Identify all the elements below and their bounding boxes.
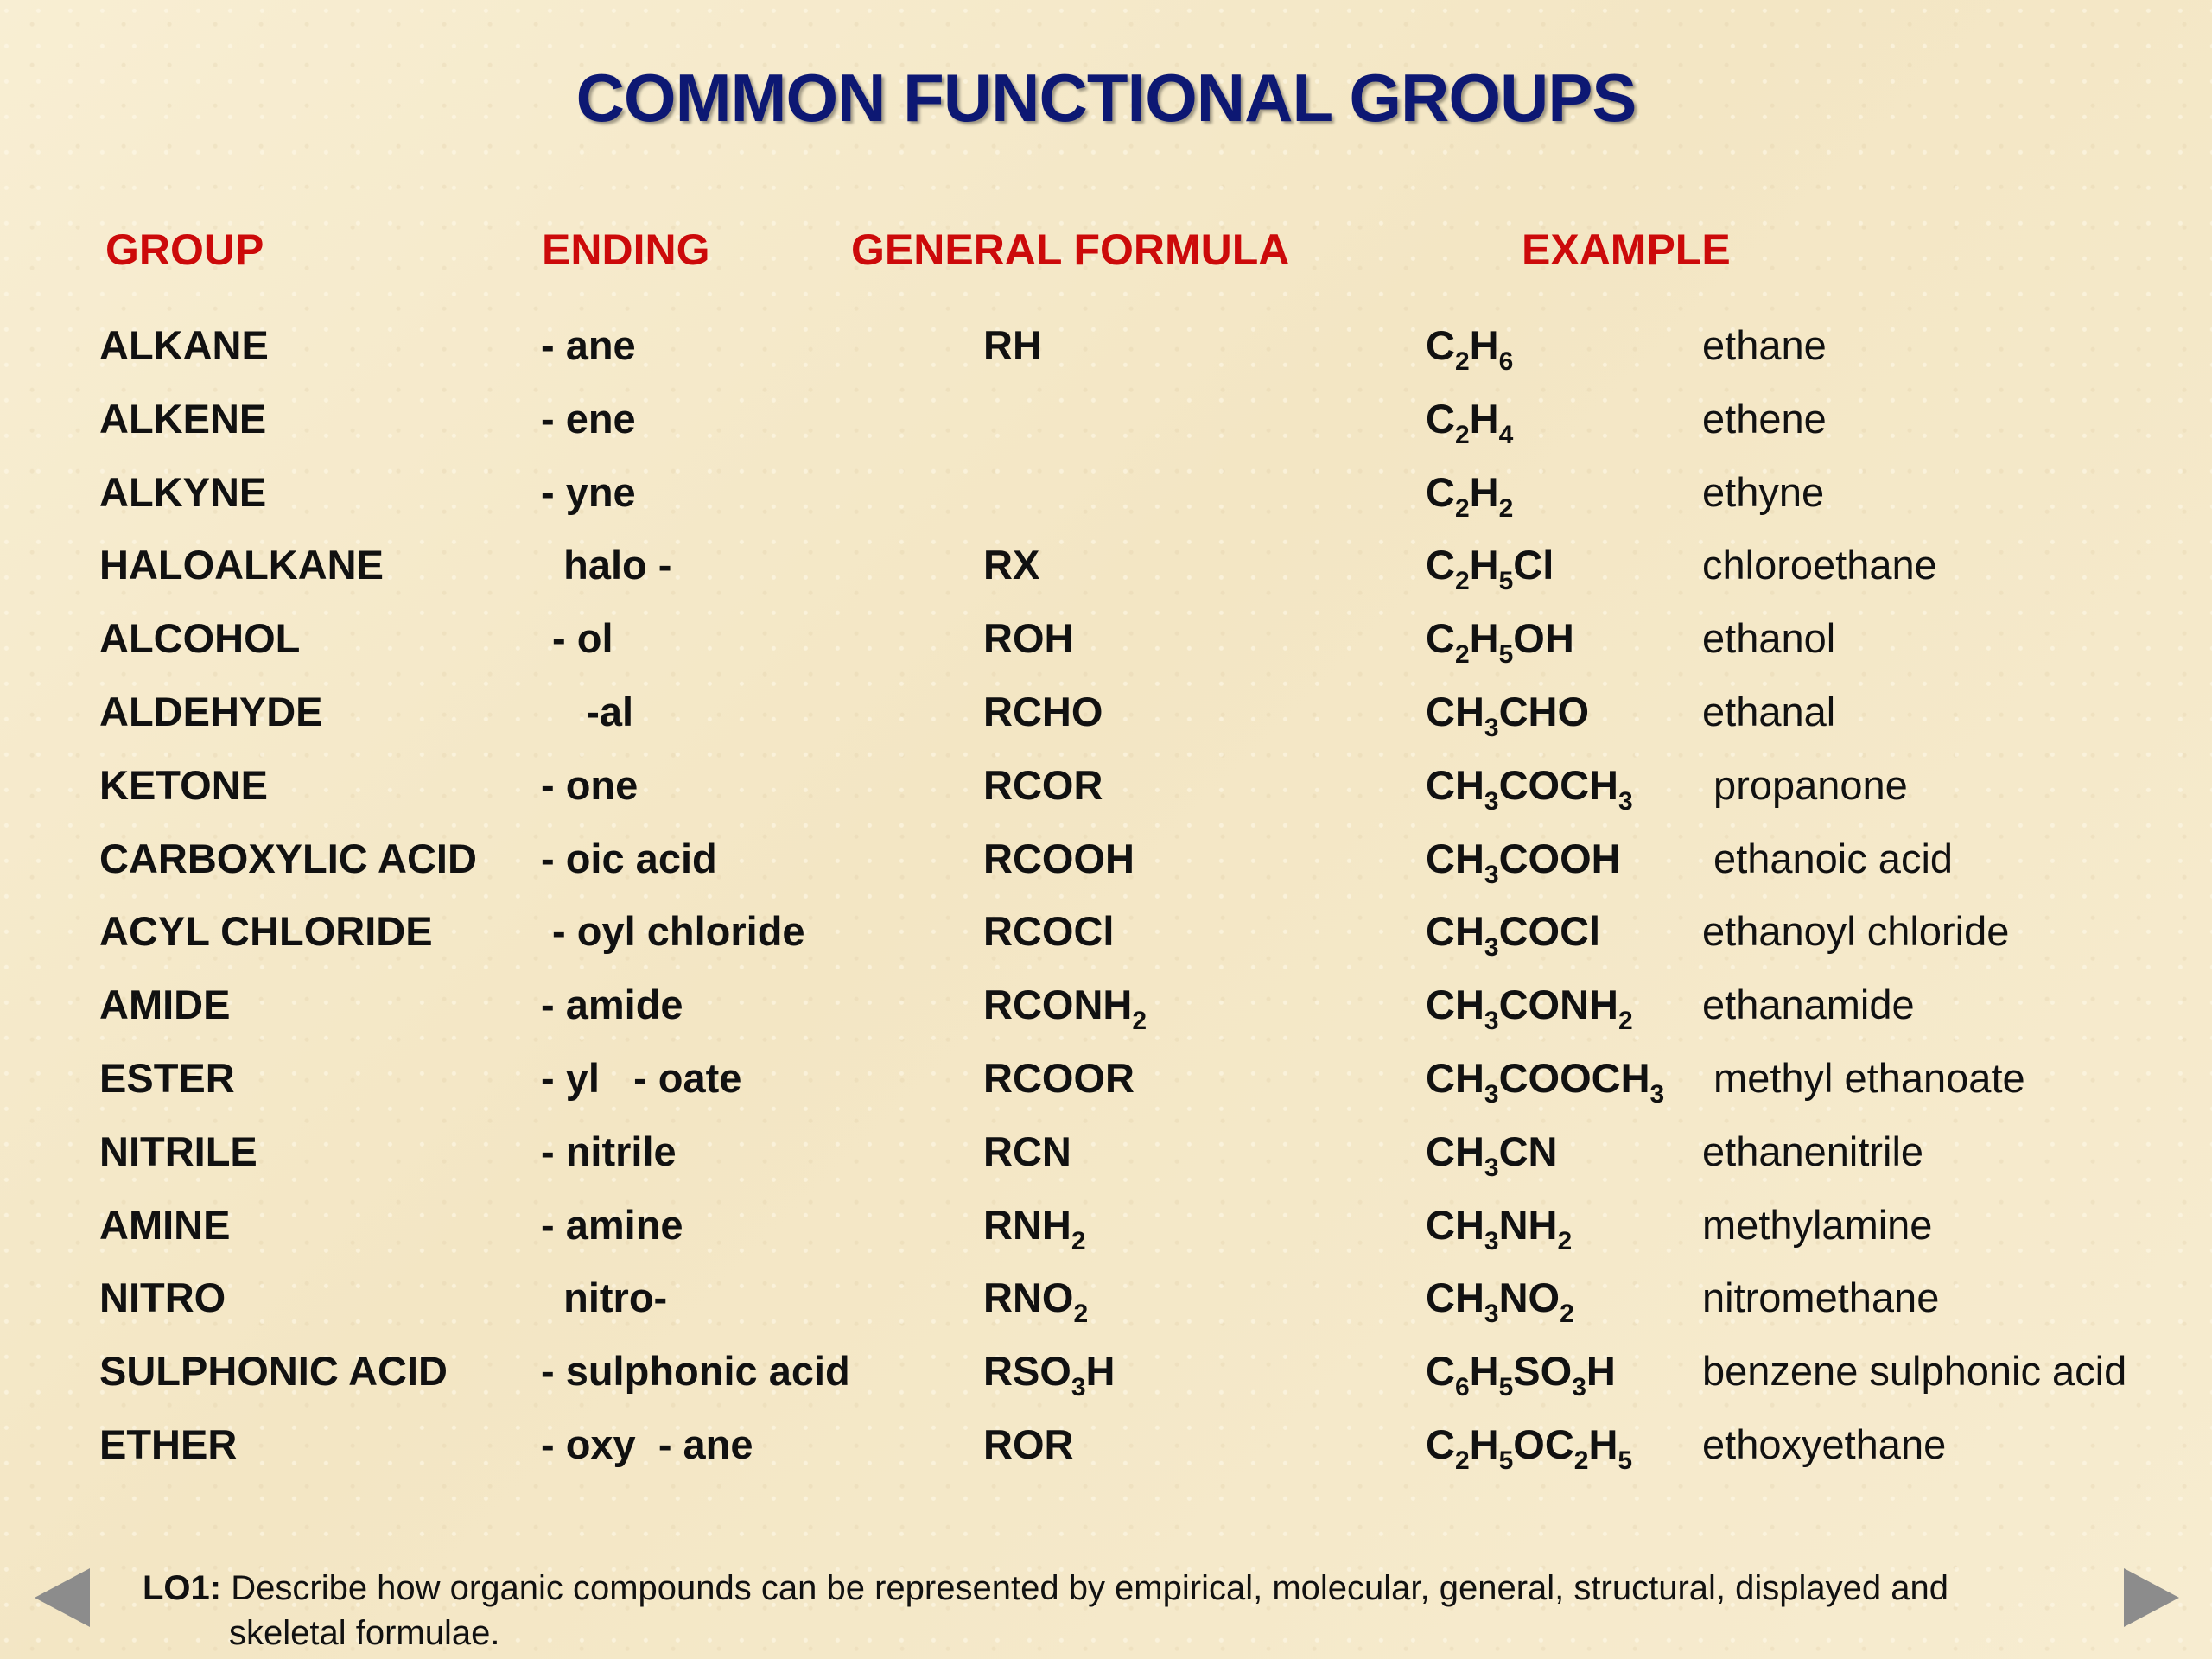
example-formula-segment: CH — [1426, 835, 1484, 881]
general-formula-cell — [983, 908, 1115, 955]
example-formula-segment: COOH — [1498, 835, 1621, 881]
table-row — [0, 1128, 2212, 1204]
example-formula-subscript: 3 — [1484, 1153, 1499, 1182]
ending-cell: - oic acid — [541, 835, 717, 881]
general-formula-segment: RNO — [983, 1274, 1074, 1321]
learning-objective-text-line2: skeletal formulae. — [229, 1614, 500, 1652]
example-formula-segment: C — [1426, 615, 1455, 662]
general-formula-segment: RX — [983, 542, 1040, 588]
example-formula-subscript: 5 — [1498, 1446, 1514, 1475]
general-formula-segment: RCOR — [983, 761, 1103, 808]
general-formula-cell — [983, 542, 1040, 588]
example-formula-subscript: 2 — [1454, 420, 1470, 449]
example-name-cell: ethanal — [1702, 689, 1836, 734]
example-formula-segment: CH — [1426, 1128, 1484, 1174]
general-formula-cell — [983, 1274, 1089, 1329]
table-row — [0, 1055, 2212, 1130]
ending-cell: - oxy - ane — [541, 1421, 753, 1467]
example-formula-subscript: 5 — [1498, 640, 1514, 670]
example-formula-subscript: 3 — [1484, 1007, 1499, 1036]
example-formula-segment: CHO — [1498, 689, 1590, 734]
general-formula-segment: RH — [983, 322, 1042, 368]
example-formula-segment: Cl — [1513, 542, 1554, 588]
example-formula-segment: H — [1469, 615, 1499, 662]
example-formula-cell — [1426, 835, 1621, 889]
ending-cell: - sulphonic acid — [541, 1348, 850, 1395]
general-formula-cell — [983, 1421, 1074, 1467]
example-formula-cell — [1426, 1201, 1573, 1255]
example-formula-subscript: 6 — [1454, 1373, 1470, 1402]
example-formula-segment: NH — [1498, 1201, 1558, 1248]
table-row — [0, 544, 2212, 617]
example-formula-segment: CH — [1426, 1055, 1484, 1101]
example-formula-segment: CH — [1426, 908, 1484, 955]
example-name-cell: ethanenitrile — [1702, 1128, 1924, 1174]
example-formula-subscript: 2 — [1454, 1446, 1470, 1475]
group-cell: ALDEHYDE — [99, 689, 323, 734]
example-formula-segment: H — [1469, 1421, 1499, 1467]
header-example: EXAMPLE — [1522, 226, 1731, 274]
general-formula-cell — [983, 1055, 1135, 1101]
general-formula-segment: RCONH — [983, 982, 1133, 1028]
example-formula-subscript: 3 — [1484, 1226, 1499, 1255]
ending-cell: - amide — [541, 982, 683, 1028]
example-formula-subscript: 3 — [1484, 714, 1499, 742]
example-formula-segment: C — [1426, 1348, 1455, 1395]
example-name-cell: ethene — [1702, 395, 1827, 442]
general-formula-cell — [983, 322, 1042, 368]
example-formula-subscript: 3 — [1484, 933, 1499, 963]
example-formula-segment: H — [1469, 542, 1499, 588]
ending-cell: - nitrile — [541, 1128, 677, 1174]
general-formula-segment: RCOCl — [983, 908, 1115, 955]
example-formula-segment: H — [1469, 395, 1499, 442]
table-row — [0, 691, 2212, 764]
example-formula-cell — [1426, 1348, 1616, 1402]
table-row — [0, 1348, 2212, 1423]
ending-cell: halo - — [541, 542, 672, 588]
example-name-cell: ethane — [1702, 322, 1827, 368]
general-formula-segment: RCN — [983, 1128, 1071, 1174]
example-formula-cell — [1426, 615, 1574, 670]
general-formula-cell — [983, 982, 1147, 1036]
ending-cell: - ol — [541, 615, 613, 662]
example-formula-subscript: 4 — [1498, 420, 1514, 449]
table-row — [0, 395, 2212, 471]
example-formula-subscript: 3 — [1484, 860, 1499, 889]
example-name-cell: methyl ethanoate — [1702, 1055, 2025, 1101]
ending-cell: nitro- — [541, 1274, 668, 1321]
example-formula-subscript: 2 — [1454, 493, 1470, 523]
example-name-cell: ethoxyethane — [1702, 1421, 1947, 1467]
example-name-cell: propanone — [1702, 761, 1908, 808]
example-formula-subscript: 3 — [1484, 1300, 1499, 1329]
example-formula-segment: H — [1469, 1348, 1499, 1395]
example-formula-subscript: 3 — [1649, 1080, 1665, 1109]
example-formula-subscript: 3 — [1484, 786, 1499, 816]
general-formula-subscript: 2 — [1071, 1226, 1086, 1255]
general-formula-segment: RCOOR — [983, 1055, 1135, 1101]
example-name-cell: chloroethane — [1702, 542, 1937, 588]
example-formula-subscript: 5 — [1618, 1446, 1633, 1475]
group-cell: AMIDE — [99, 982, 231, 1028]
example-name-cell: ethanol — [1702, 615, 1836, 662]
group-cell: ETHER — [99, 1421, 238, 1467]
general-formula-cell — [983, 1348, 1116, 1402]
example-name-cell: methylamine — [1702, 1201, 1933, 1248]
example-formula-cell — [1426, 322, 1514, 376]
example-formula-segment: C — [1426, 468, 1455, 515]
group-cell: AMINE — [99, 1201, 231, 1248]
general-formula-segment: RCHO — [983, 689, 1103, 734]
example-formula-cell — [1426, 982, 1633, 1036]
example-formula-cell — [1426, 1274, 1574, 1329]
general-formula-segment: RNH — [983, 1201, 1071, 1248]
example-formula-segment: H — [1586, 1348, 1616, 1395]
example-formula-cell — [1426, 468, 1514, 523]
example-formula-segment: C — [1426, 322, 1455, 368]
general-formula-cell — [983, 615, 1074, 662]
group-cell: NITRILE — [99, 1128, 257, 1174]
example-formula-segment: COCl — [1498, 908, 1601, 955]
example-formula-cell — [1426, 1055, 1665, 1109]
general-formula-segment: RCOOH — [983, 835, 1135, 881]
example-formula-segment: SO — [1513, 1348, 1573, 1395]
example-formula-subscript: 2 — [1618, 1007, 1633, 1036]
ending-cell: - ane — [541, 322, 636, 368]
previous-slide-icon[interactable] — [35, 1568, 90, 1627]
table-row — [0, 322, 2212, 397]
ending-cell: - amine — [541, 1201, 683, 1248]
example-formula-cell — [1426, 1421, 1633, 1475]
group-cell: ALKYNE — [99, 468, 267, 515]
example-formula-subscript: 2 — [1557, 1226, 1573, 1255]
group-cell: ALCOHOL — [99, 615, 301, 662]
example-formula-segment: OC — [1513, 1421, 1574, 1467]
example-formula-subscript: 5 — [1498, 567, 1514, 596]
general-formula-cell — [983, 835, 1135, 881]
ending-cell: -al — [541, 689, 634, 734]
example-name-cell: ethanamide — [1702, 982, 1915, 1028]
example-formula-subscript: 3 — [1618, 786, 1633, 816]
group-cell: CARBOXYLIC ACID — [99, 835, 477, 881]
example-formula-segment: COOCH — [1498, 1055, 1650, 1101]
example-formula-subscript: 5 — [1498, 1373, 1514, 1402]
example-formula-subscript: 3 — [1484, 1080, 1499, 1109]
example-formula-subscript: 2 — [1560, 1300, 1574, 1329]
group-cell: NITRO — [99, 1274, 226, 1321]
example-formula-cell — [1426, 761, 1633, 816]
header-general-formula: GENERAL FORMULA — [851, 226, 1290, 274]
example-formula-subscript: 3 — [1572, 1373, 1586, 1402]
page-title: COMMON FUNCTIONAL GROUPS — [575, 60, 1637, 136]
table-row — [0, 468, 2212, 544]
table-row — [0, 615, 2212, 690]
table-row — [0, 984, 2212, 1057]
example-formula-segment: CH — [1426, 1274, 1484, 1321]
table-row — [0, 1201, 2212, 1277]
example-formula-cell — [1426, 908, 1601, 963]
example-formula-segment: OH — [1513, 615, 1574, 662]
example-formula-segment: CN — [1498, 1128, 1558, 1174]
table-row — [0, 835, 2212, 911]
ending-cell: - ene — [541, 395, 636, 442]
group-cell: KETONE — [99, 761, 268, 808]
general-formula-subscript: 3 — [1071, 1373, 1086, 1402]
group-cell: ESTER — [99, 1055, 235, 1101]
general-formula-subscript: 2 — [1073, 1300, 1089, 1329]
table-row — [0, 1421, 2212, 1497]
ending-cell: - oyl chloride — [541, 908, 805, 955]
example-formula-subscript: 2 — [1498, 493, 1514, 523]
ending-cell: - yl - oate — [541, 1055, 742, 1101]
example-name-cell: ethyne — [1702, 468, 1825, 515]
header-ending: ENDING — [542, 226, 710, 274]
example-formula-cell — [1426, 689, 1590, 742]
example-formula-subscript: 2 — [1454, 567, 1470, 596]
general-formula-cell — [983, 1128, 1071, 1174]
example-formula-subscript: 2 — [1454, 640, 1470, 670]
example-formula-cell — [1426, 1128, 1558, 1182]
general-formula-cell — [983, 761, 1103, 808]
table-row — [0, 908, 2212, 983]
general-formula-segment: ROH — [983, 615, 1074, 662]
table-row — [0, 761, 2212, 837]
example-formula-cell — [1426, 395, 1514, 449]
example-formula-segment: C — [1426, 542, 1455, 588]
learning-objective-label: LO1: — [143, 1569, 222, 1607]
example-name-cell: benzene sulphonic acid — [1702, 1348, 2127, 1395]
example-formula-segment: NO — [1498, 1274, 1560, 1321]
example-formula-segment: CH — [1426, 761, 1484, 808]
example-formula-segment: H — [1469, 322, 1499, 368]
general-formula-cell — [983, 691, 1103, 732]
example-formula-segment: CONH — [1498, 982, 1618, 1028]
general-formula-segment: ROR — [983, 1421, 1074, 1467]
ending-cell: - one — [541, 761, 639, 808]
example-formula-segment: CH — [1426, 689, 1484, 734]
example-formula-subscript: 2 — [1454, 347, 1470, 376]
general-formula-cell — [983, 1201, 1086, 1255]
table-row — [0, 1274, 2212, 1350]
example-formula-segment: H — [1469, 468, 1499, 515]
example-formula-segment: C — [1426, 395, 1455, 442]
group-cell: ALKANE — [99, 322, 269, 368]
general-formula-subscript: 2 — [1132, 1007, 1147, 1036]
group-cell: HALOALKANE — [99, 542, 384, 588]
example-formula-segment: CH — [1426, 1201, 1484, 1248]
learning-objective-text-line1: Describe how organic compounds can be represented by empirical, molecular, general, structural, displayed and — [221, 1569, 1948, 1607]
learning-objective — [143, 1566, 2078, 1656]
example-formula-subscript: 6 — [1498, 347, 1514, 376]
next-slide-icon[interactable] — [2124, 1568, 2179, 1627]
example-name-cell: ethanoyl chloride — [1702, 908, 2010, 955]
group-cell: ACYL CHLORIDE — [99, 908, 433, 955]
example-name-cell: ethanoic acid — [1702, 835, 1954, 881]
example-formula-subscript: 2 — [1573, 1446, 1589, 1475]
ending-cell: - yne — [541, 468, 636, 515]
general-formula-segment: RSO — [983, 1348, 1071, 1395]
example-formula-segment: C — [1426, 1421, 1455, 1467]
example-formula-segment: CH — [1426, 982, 1484, 1028]
group-cell: ALKENE — [99, 395, 267, 442]
example-formula-segment: H — [1588, 1421, 1618, 1467]
example-formula-segment: COCH — [1498, 761, 1618, 808]
group-cell: SULPHONIC ACID — [99, 1348, 448, 1395]
example-name-cell: nitromethane — [1702, 1274, 1940, 1321]
general-formula-segment: H — [1085, 1348, 1116, 1395]
header-group: GROUP — [105, 226, 264, 274]
example-formula-cell — [1426, 542, 1554, 596]
